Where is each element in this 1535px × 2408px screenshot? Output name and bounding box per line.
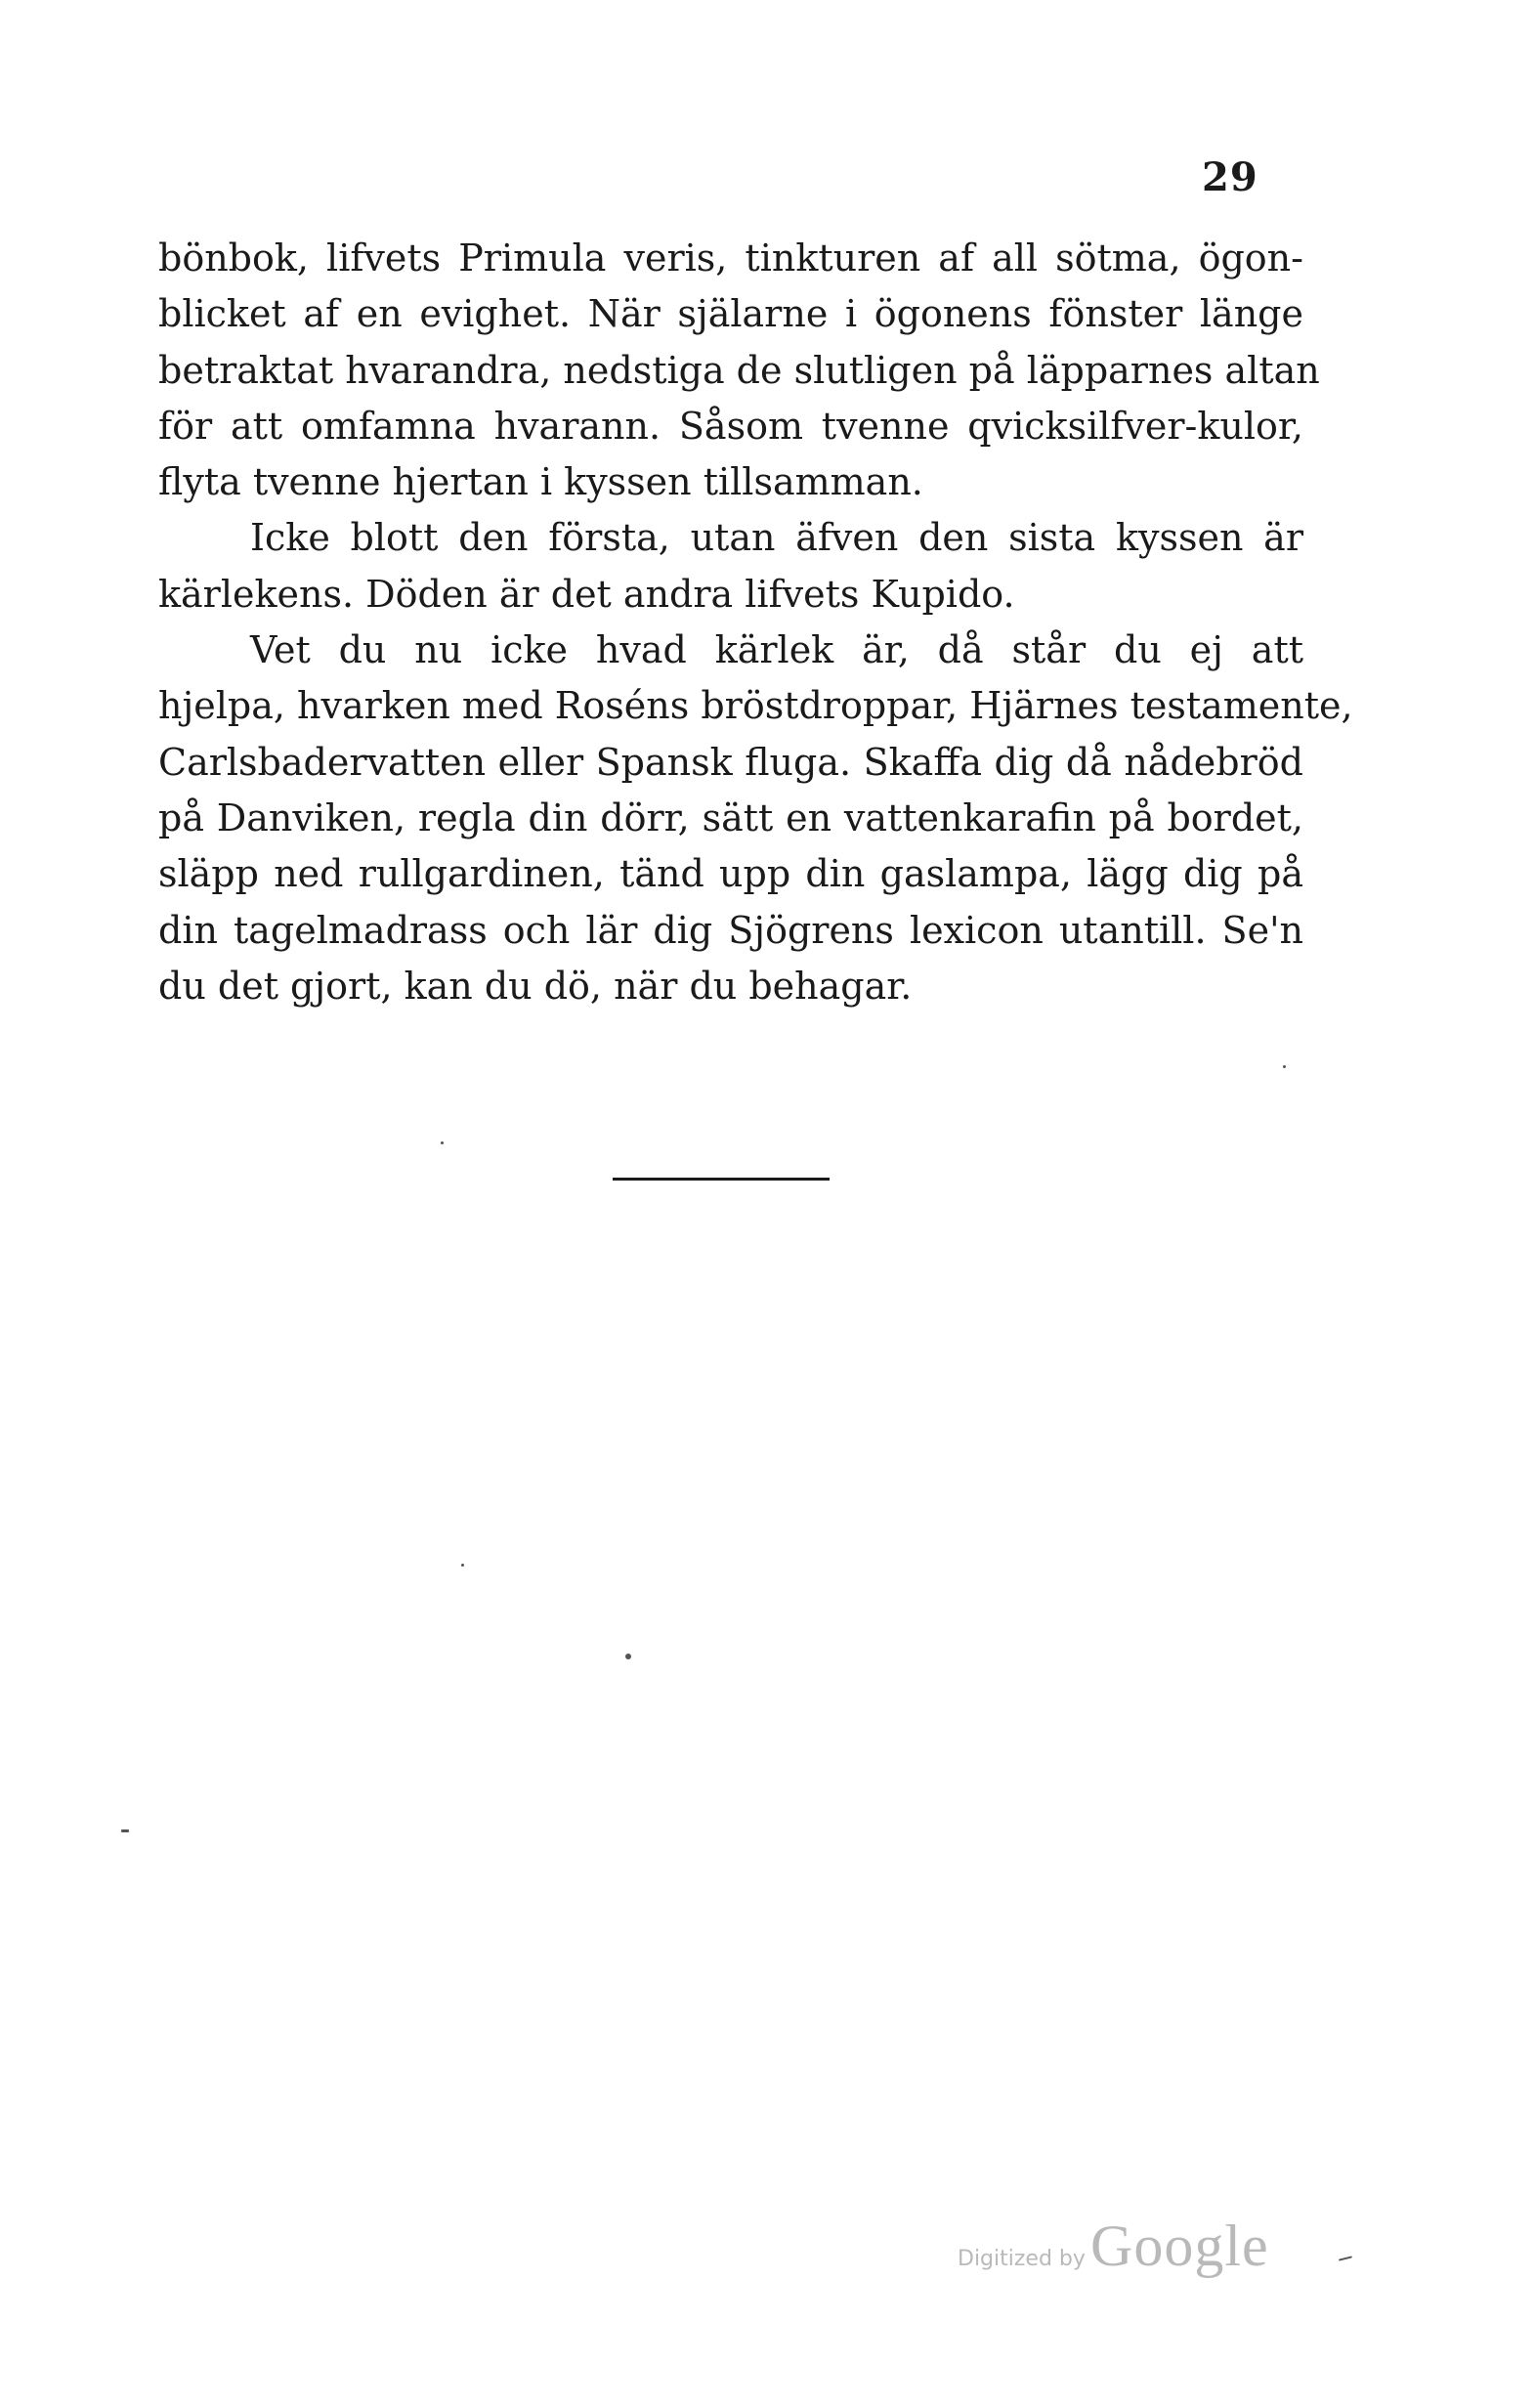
text-line: din tagelmadrass och lär dig Sjögrens lexicon utantill. Se'n <box>158 908 1303 952</box>
text-line: du det gjort, kan du dö, när du behagar. <box>158 964 913 1008</box>
digitized-watermark <box>958 2213 1269 2280</box>
text-line: Icke blott den första, utan äfven den sista kyssen är <box>250 516 1303 560</box>
watermark-prefix: Digitized by <box>958 2247 1086 2271</box>
ink-speck <box>441 1141 444 1144</box>
ink-speck <box>1339 2256 1352 2260</box>
google-logo: Google <box>1090 2214 1269 2278</box>
ink-speck <box>625 1654 631 1659</box>
body-text <box>158 231 1353 1014</box>
ink-speck <box>1283 1065 1286 1068</box>
section-divider <box>613 1178 830 1181</box>
text-line: på Danviken, regla din dörr, sätt en vattenkarafin på bordet, <box>158 796 1303 839</box>
text-line: bönbok, lifvets Primula veris, tinkturen af all sötma, ögon- <box>158 236 1303 280</box>
text-line: blicket af en evighet. När själarne i ögonens fönster länge <box>158 292 1303 336</box>
text-line: Vet du nu icke hvad kärlek är, då står du ej att <box>250 628 1303 672</box>
ink-speck <box>461 1564 464 1567</box>
text-line: hjelpa, hvarken med Roséns bröstdroppar, Hjärnes testamente, <box>158 684 1353 728</box>
text-line: betraktat hvarandra, nedstiga de slutligen på läpparnes altan <box>158 348 1320 392</box>
text-line: för att omfamna hvarann. Såsom tvenne qvicksilfver-kulor, <box>158 404 1303 448</box>
text-line: släpp ned rullgardinen, tänd upp din gaslampa, lägg dig på <box>158 852 1303 896</box>
ink-speck <box>121 1829 129 1832</box>
text-line: Carlsbadervatten eller Spansk fluga. Skaffa dig då nådebröd <box>158 740 1303 784</box>
text-line: kärlekens. Döden är det andra lifvets Kupido. <box>158 572 1015 616</box>
page-number: 29 <box>1202 154 1258 200</box>
text-line: flyta tvenne hjertan i kyssen tillsamman. <box>158 460 923 504</box>
